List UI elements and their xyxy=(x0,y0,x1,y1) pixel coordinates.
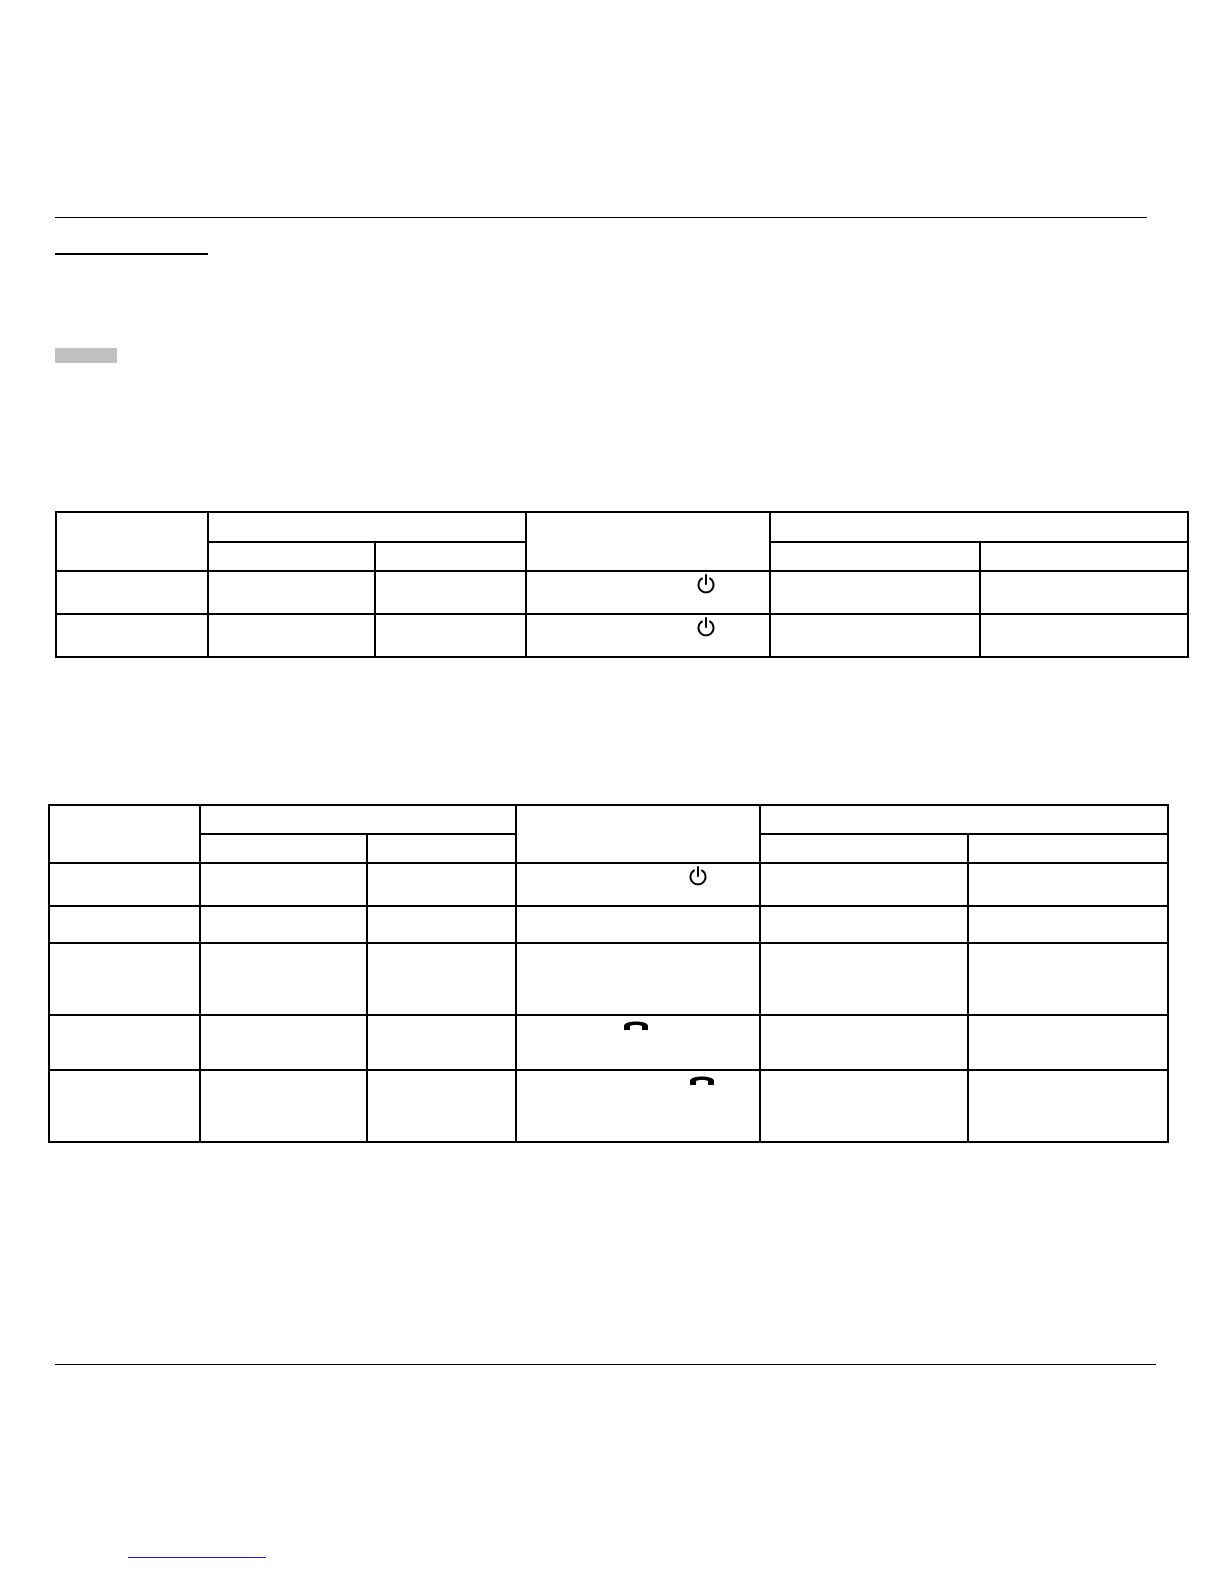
table-cell xyxy=(200,943,367,1015)
table-row xyxy=(49,863,1168,906)
table-cell xyxy=(200,906,367,943)
table-cell xyxy=(49,863,200,906)
table-cell xyxy=(367,1070,516,1142)
table-cell xyxy=(49,906,200,943)
table-row xyxy=(49,1015,1168,1070)
subheader-cell xyxy=(375,542,526,571)
table-cell xyxy=(760,1070,968,1142)
table-cell xyxy=(49,1015,200,1070)
highlight-block xyxy=(55,348,117,363)
table-cell xyxy=(56,571,208,614)
table-cell xyxy=(516,1015,760,1070)
subheader-cell xyxy=(200,834,367,863)
table-cell xyxy=(200,863,367,906)
table-cell xyxy=(49,943,200,1015)
power-icon xyxy=(695,573,717,595)
table-cell xyxy=(760,863,968,906)
table-cell xyxy=(968,906,1168,943)
table-cell xyxy=(49,1070,200,1142)
header-cell xyxy=(526,512,770,571)
table-cell xyxy=(526,614,770,657)
table-cell xyxy=(980,571,1188,614)
header-divider xyxy=(55,217,1147,218)
table-cell xyxy=(968,863,1168,906)
subheader-cell xyxy=(980,542,1188,571)
header-cell xyxy=(49,805,200,863)
table-cell xyxy=(367,906,516,943)
table-cell xyxy=(516,943,760,1015)
subheader-cell xyxy=(770,542,980,571)
table-cell xyxy=(367,943,516,1015)
header-cell xyxy=(56,512,208,571)
power-icon xyxy=(695,616,717,638)
table-cell xyxy=(760,906,968,943)
subheader-cell xyxy=(760,834,968,863)
table-cell xyxy=(367,863,516,906)
table-header-row xyxy=(49,805,1168,834)
table-cell xyxy=(770,571,980,614)
table-header-row xyxy=(56,512,1188,542)
header-cell xyxy=(208,512,526,542)
phone-handset-icon xyxy=(621,1017,651,1033)
phone-handset-icon xyxy=(687,1072,717,1088)
table-cell xyxy=(516,863,760,906)
table-cell xyxy=(760,943,968,1015)
header-cell xyxy=(516,805,760,863)
table-row xyxy=(56,571,1188,614)
footer-link-underline[interactable] xyxy=(128,1557,266,1558)
table-cell xyxy=(526,571,770,614)
table-row xyxy=(56,614,1188,657)
table-cell xyxy=(968,943,1168,1015)
table-cell xyxy=(56,614,208,657)
table-cell xyxy=(980,614,1188,657)
table-cell xyxy=(200,1015,367,1070)
table-cell xyxy=(208,614,375,657)
footer-divider xyxy=(55,1364,1156,1365)
header-cell xyxy=(770,512,1188,542)
table-cell xyxy=(200,1070,367,1142)
spec-table-2 xyxy=(48,804,1169,1143)
table-cell xyxy=(367,1015,516,1070)
table-cell xyxy=(516,1070,760,1142)
header-cell xyxy=(200,805,516,834)
table-cell xyxy=(208,571,375,614)
spec-table-1 xyxy=(55,511,1189,658)
table-cell xyxy=(770,614,980,657)
table-row xyxy=(49,906,1168,943)
table-cell xyxy=(968,1015,1168,1070)
table-row xyxy=(49,1070,1168,1142)
table-cell xyxy=(375,571,526,614)
table-cell xyxy=(760,1015,968,1070)
table-cell xyxy=(375,614,526,657)
power-icon xyxy=(687,865,709,887)
subheader-cell xyxy=(367,834,516,863)
subheader-cell xyxy=(968,834,1168,863)
table-cell xyxy=(968,1070,1168,1142)
section-heading-underline xyxy=(55,253,208,255)
header-cell xyxy=(760,805,1168,834)
table-row xyxy=(49,943,1168,1015)
subheader-cell xyxy=(208,542,375,571)
table-cell xyxy=(516,906,760,943)
